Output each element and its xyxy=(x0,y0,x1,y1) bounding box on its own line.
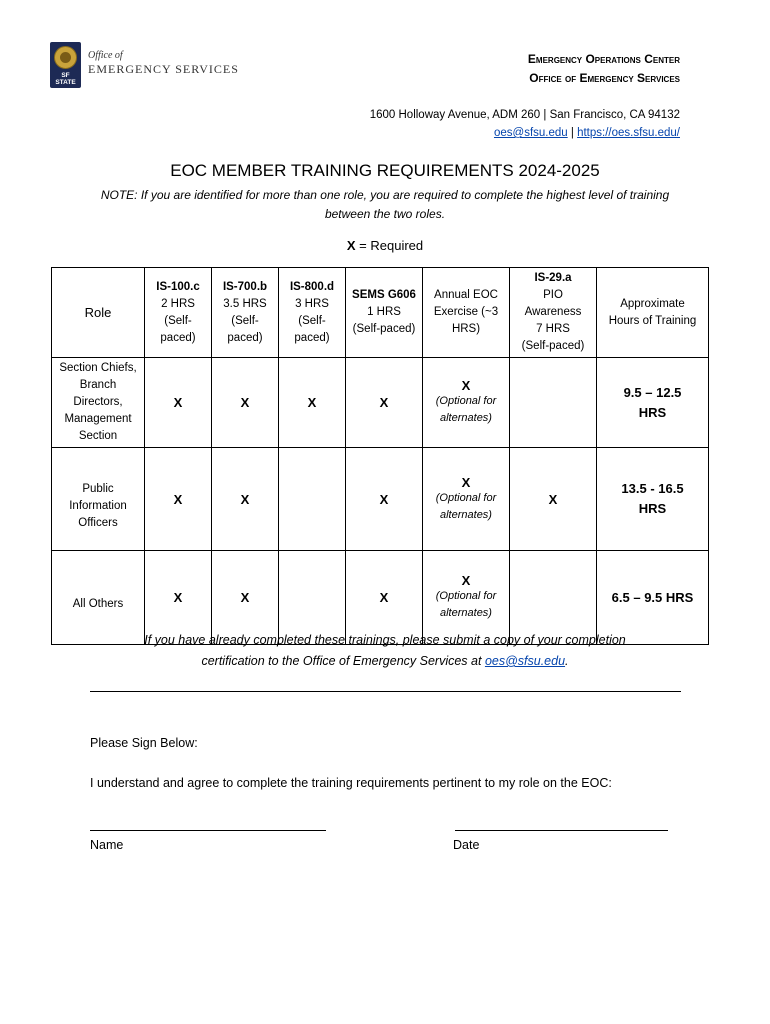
org-line-eoc: Emergency Operations Center xyxy=(527,52,680,66)
exercise-cell: X (Optional for alternates) xyxy=(423,448,510,551)
table-row xyxy=(52,358,709,448)
pio-cell xyxy=(510,358,597,448)
col-header-hours: Approximate Hours of Training xyxy=(597,268,709,358)
divider xyxy=(90,691,681,692)
email-link[interactable]: oes@sfsu.edu xyxy=(493,127,568,139)
page-title: EOC MEMBER TRAINING REQUIREMENTS 2024-2025 xyxy=(170,161,600,180)
sign-prompt: Please Sign Below: xyxy=(90,736,198,750)
completion-note-line2: certification to the Office of Emergency Services at oes@sfsu.edu. xyxy=(201,654,569,668)
mark-cell: X xyxy=(346,358,423,448)
completion-note xyxy=(90,630,680,672)
website-link[interactable]: https://oes.sfsu.edu/ xyxy=(577,127,680,139)
legend-text: = Required xyxy=(355,238,424,253)
exercise-cell: X (Optional for alternates) xyxy=(423,358,510,448)
col-header-is100: IS-100.c 2 HRS (Self- paced) xyxy=(145,268,212,358)
table-header-row xyxy=(52,268,709,358)
col-header-exercise: Annual EOC Exercise (~3 HRS) xyxy=(423,268,510,358)
mark-cell: X xyxy=(145,551,212,645)
role-note: NOTE: If you are identified for more than one role, you are required to complete the highest level of training between the two roles. xyxy=(100,188,670,221)
role-cell: Section Chiefs, Branch Directors, Management Section xyxy=(52,358,145,448)
date-label: Date xyxy=(453,838,480,852)
completion-note-line1: If you have already completed these trainings, please submit a copy of your completion xyxy=(144,633,626,647)
col-header-is700: IS-700.b 3.5 HRS (Self- paced) xyxy=(212,268,279,358)
mark-cell: X xyxy=(212,448,279,551)
mark-cell: X xyxy=(346,551,423,645)
name-signature-line[interactable] xyxy=(90,830,326,831)
training-requirements-table xyxy=(51,267,709,645)
organization-header xyxy=(528,50,680,88)
contact-block xyxy=(370,106,680,142)
completion-email-link[interactable]: oes@sfsu.edu xyxy=(484,654,566,668)
address: 1600 Holloway Avenue, ADM 260 | San Francisco, CA 94132 xyxy=(369,109,680,121)
name-label: Name xyxy=(90,838,124,852)
org-line-oes: Office of Emergency Services xyxy=(529,71,680,85)
contact-links xyxy=(370,124,680,142)
exercise-cell: X (Optional for alternates) xyxy=(423,551,510,645)
col-header-is800: IS-800.d 3 HRS (Self- paced) xyxy=(279,268,346,358)
hours-cell: 6.5 – 9.5 HRS xyxy=(597,551,709,645)
legend-mark: X xyxy=(346,238,356,253)
date-signature-line[interactable] xyxy=(455,830,668,831)
role-cell: All Others xyxy=(52,551,145,645)
mark-cell: X xyxy=(346,448,423,551)
hours-cell: 13.5 - 16.5 HRS xyxy=(597,448,709,551)
mark-cell: X xyxy=(145,358,212,448)
mark-cell: X xyxy=(212,551,279,645)
col-header-sems: SEMS G606 1 HRS (Self-paced) xyxy=(346,268,423,358)
logo-badge-text: SF STATE xyxy=(55,72,76,86)
mark-cell xyxy=(279,448,346,551)
logo-office-text: Office of xyxy=(88,50,123,61)
sf-state-seal-icon xyxy=(50,42,81,88)
role-cell: Public Information Officers xyxy=(52,448,145,551)
col-header-is29: IS-29.a PIO Awareness 7 HRS (Self-paced) xyxy=(510,268,597,358)
mark-cell: X xyxy=(212,358,279,448)
hours-cell: 9.5 – 12.5 HRS xyxy=(597,358,709,448)
mark-cell: X xyxy=(279,358,346,448)
link-separator: | xyxy=(567,127,578,139)
col-header-role: Role xyxy=(52,268,145,358)
oes-logo xyxy=(50,42,240,90)
legend xyxy=(0,238,770,253)
mark-cell: X xyxy=(145,448,212,551)
agreement-text: I understand and agree to complete the training requirements pertinent to my role on the EOC: xyxy=(90,776,612,790)
table-row xyxy=(52,448,709,551)
pio-cell: X xyxy=(510,448,597,551)
logo-name-text: EMERGENCY SERVICES xyxy=(88,62,239,76)
